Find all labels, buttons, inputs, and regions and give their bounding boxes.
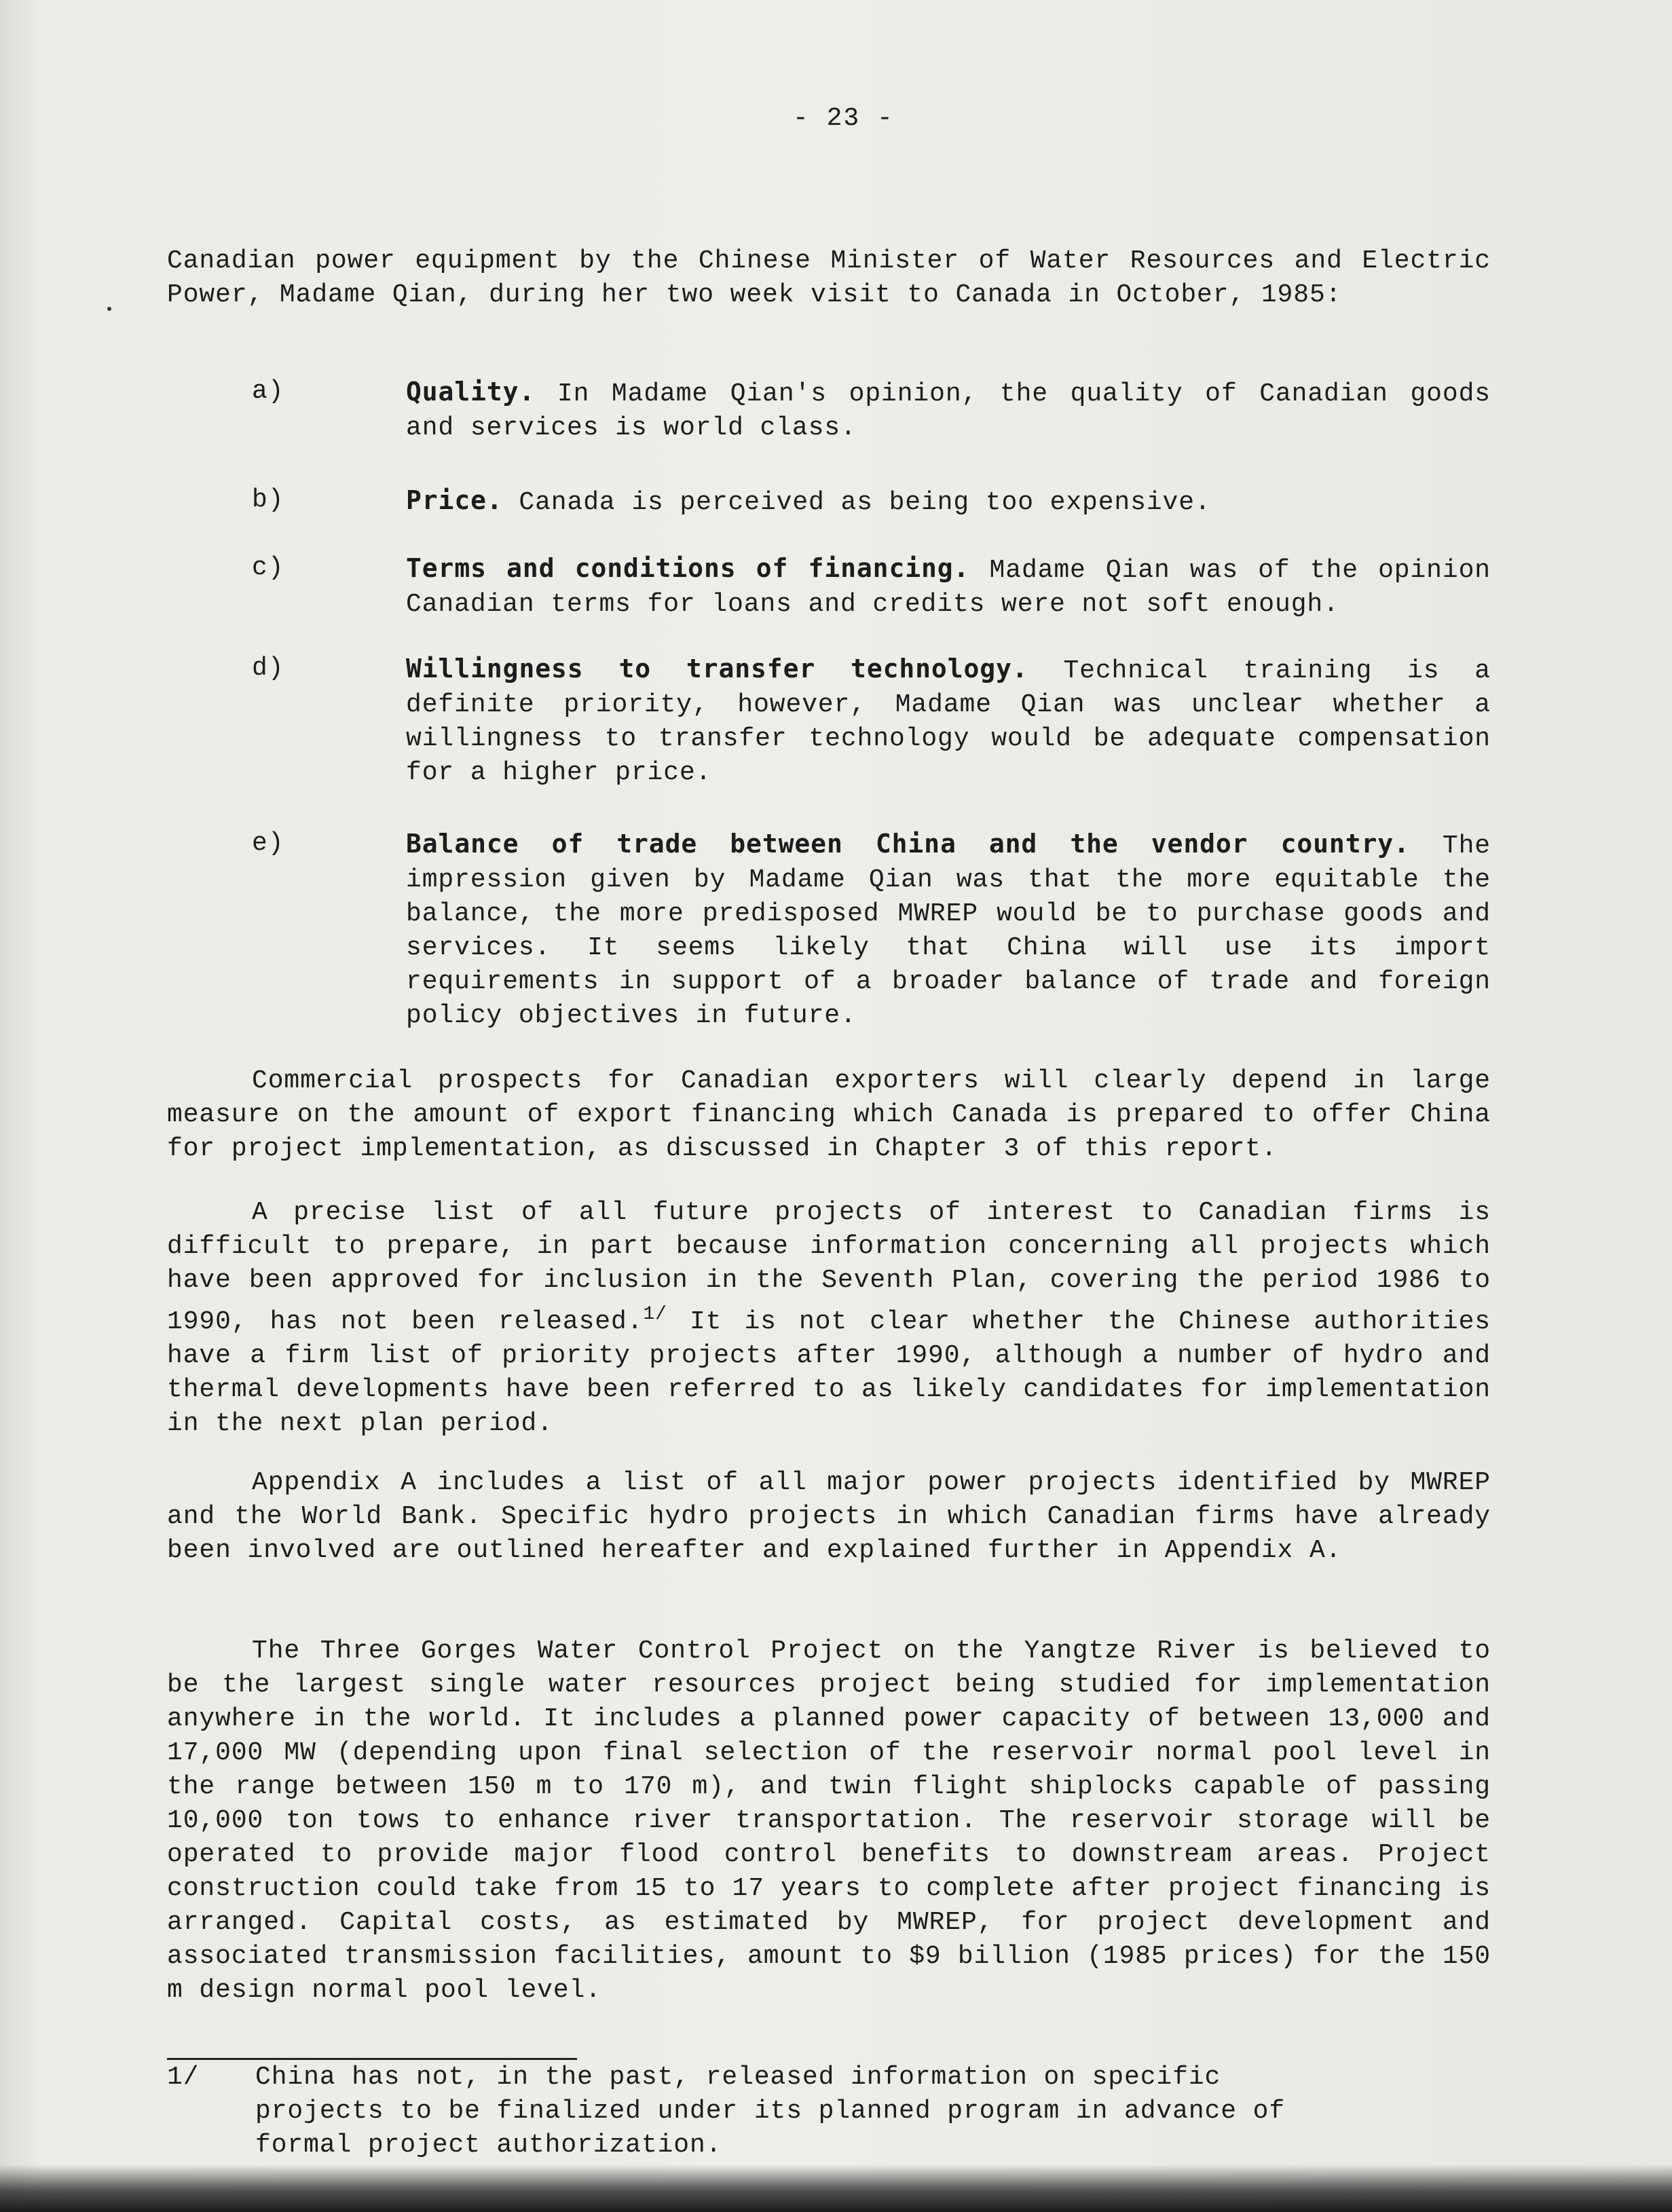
page-number: - 23 - (793, 104, 894, 133)
list-item-body (406, 483, 1491, 520)
footnote-marker: 1/ (167, 2063, 200, 2092)
commercial-prospects-paragraph: Commercial prospects for Canadian exporters will clearly depend in large measure on the amount of export financing which Canada is prepared to offer China for project implementation, as discussed in Chapter 3 of this report. (167, 1066, 1491, 1163)
list-item-heading: Terms and conditions of financing. (406, 553, 970, 583)
list-item-heading: Balance of trade between China and the vendor country. (406, 829, 1410, 859)
list-marker: a) (252, 377, 284, 406)
list-item-heading: Quality. (406, 377, 536, 407)
list-item-body (406, 652, 1491, 790)
list-marker: e) (252, 829, 284, 858)
footnote-reference: 1/ (643, 1304, 667, 1325)
list-item-body (406, 551, 1491, 622)
intro-paragraph: Canadian power equipment by the Chinese Minister of Water Resources and Electric Power, Madame Qian, during her two week visit to Canada in October, 1985: (167, 246, 1491, 310)
three-gorges-paragraph: The Three Gorges Water Control Project on the Yangtze River is believed to be the largest single water resources project being studied for implementation anywhere in the world. It includes a planned power capacity of between 13,000 and 17,000 MW (depending upon final selection of the reservoir normal pool level in the range between 150 m to 170 m), and twin flight shiplocks capable of passing 10,000 ton tows to enhance river transportation. The reservoir storage will be operated to provide major flood control benefits to downstream areas. Project construction could take from 15 to 17 years to complete after project financing is arranged. Capital costs, as estimated by MWREP, for project development and associated transmission facilities, amount to $9 billion (1985 prices) for the 150 m design normal pool level. (167, 1636, 1491, 2005)
list-item-body (406, 827, 1491, 1033)
footnote-text: China has not, in the past, released information on specific projects to be finalized under its planned program in advance of formal project authorization. (255, 2063, 1286, 2160)
list-item-text: In Madame Qian's opinion, the quality of Canadian goods and services is world class. (406, 379, 1491, 443)
project-list-text-a: A precise list of all future projects of interest to Canadian firms is difficult to prepare, in part because information concerning all projects which have been approved for inclusion in the Seventh Plan, covering the period 1986 to 1990, has not been released. (167, 1198, 1491, 1336)
list-item-text: The impression given by Madame Qian was that the more equitable the balance, the more predisposed MWREP would be to purchase goods and services. It seems likely that China will use its import requirements in support of a broader balance of trade and foreign policy objectives in future. (406, 831, 1491, 1030)
footnote-rule (167, 2058, 577, 2060)
list-marker: d) (252, 654, 284, 683)
list-item-body (406, 375, 1491, 445)
project-list-paragraph (167, 1196, 1491, 1441)
margin-speck (107, 307, 111, 311)
list-item-heading: Price. (406, 485, 503, 515)
appendix-paragraph: Appendix A includes a list of all major power projects identified by MWREP and the World Bank. Specific hydro projects in which Canadian firms have already been involved are outlined hereafter and explained further in Appendix A. (167, 1468, 1491, 1565)
list-item-heading: Willingness to transfer technology. (406, 654, 1028, 683)
list-item-text: Canada is perceived as being too expensive. (519, 488, 1211, 517)
list-item-text: Madame Qian was of the opinion Canadian terms for loans and credits were not soft enough. (406, 556, 1491, 619)
scan-bottom-shadow (0, 2164, 1672, 2212)
list-item-text: Technical training is a definite priority, however, Madame Qian was unclear whether a willingness to transfer technology would be adequate compensation for a higher price. (406, 656, 1491, 787)
project-list-text-b: It is not clear whether the Chinese authorities have a firm list of priority projects after 1990, although a number of hydro and thermal developments have been referred to as likely candidates for implementation in the next plan period. (167, 1307, 1491, 1438)
list-marker: c) (252, 553, 284, 582)
list-marker: b) (252, 485, 284, 514)
